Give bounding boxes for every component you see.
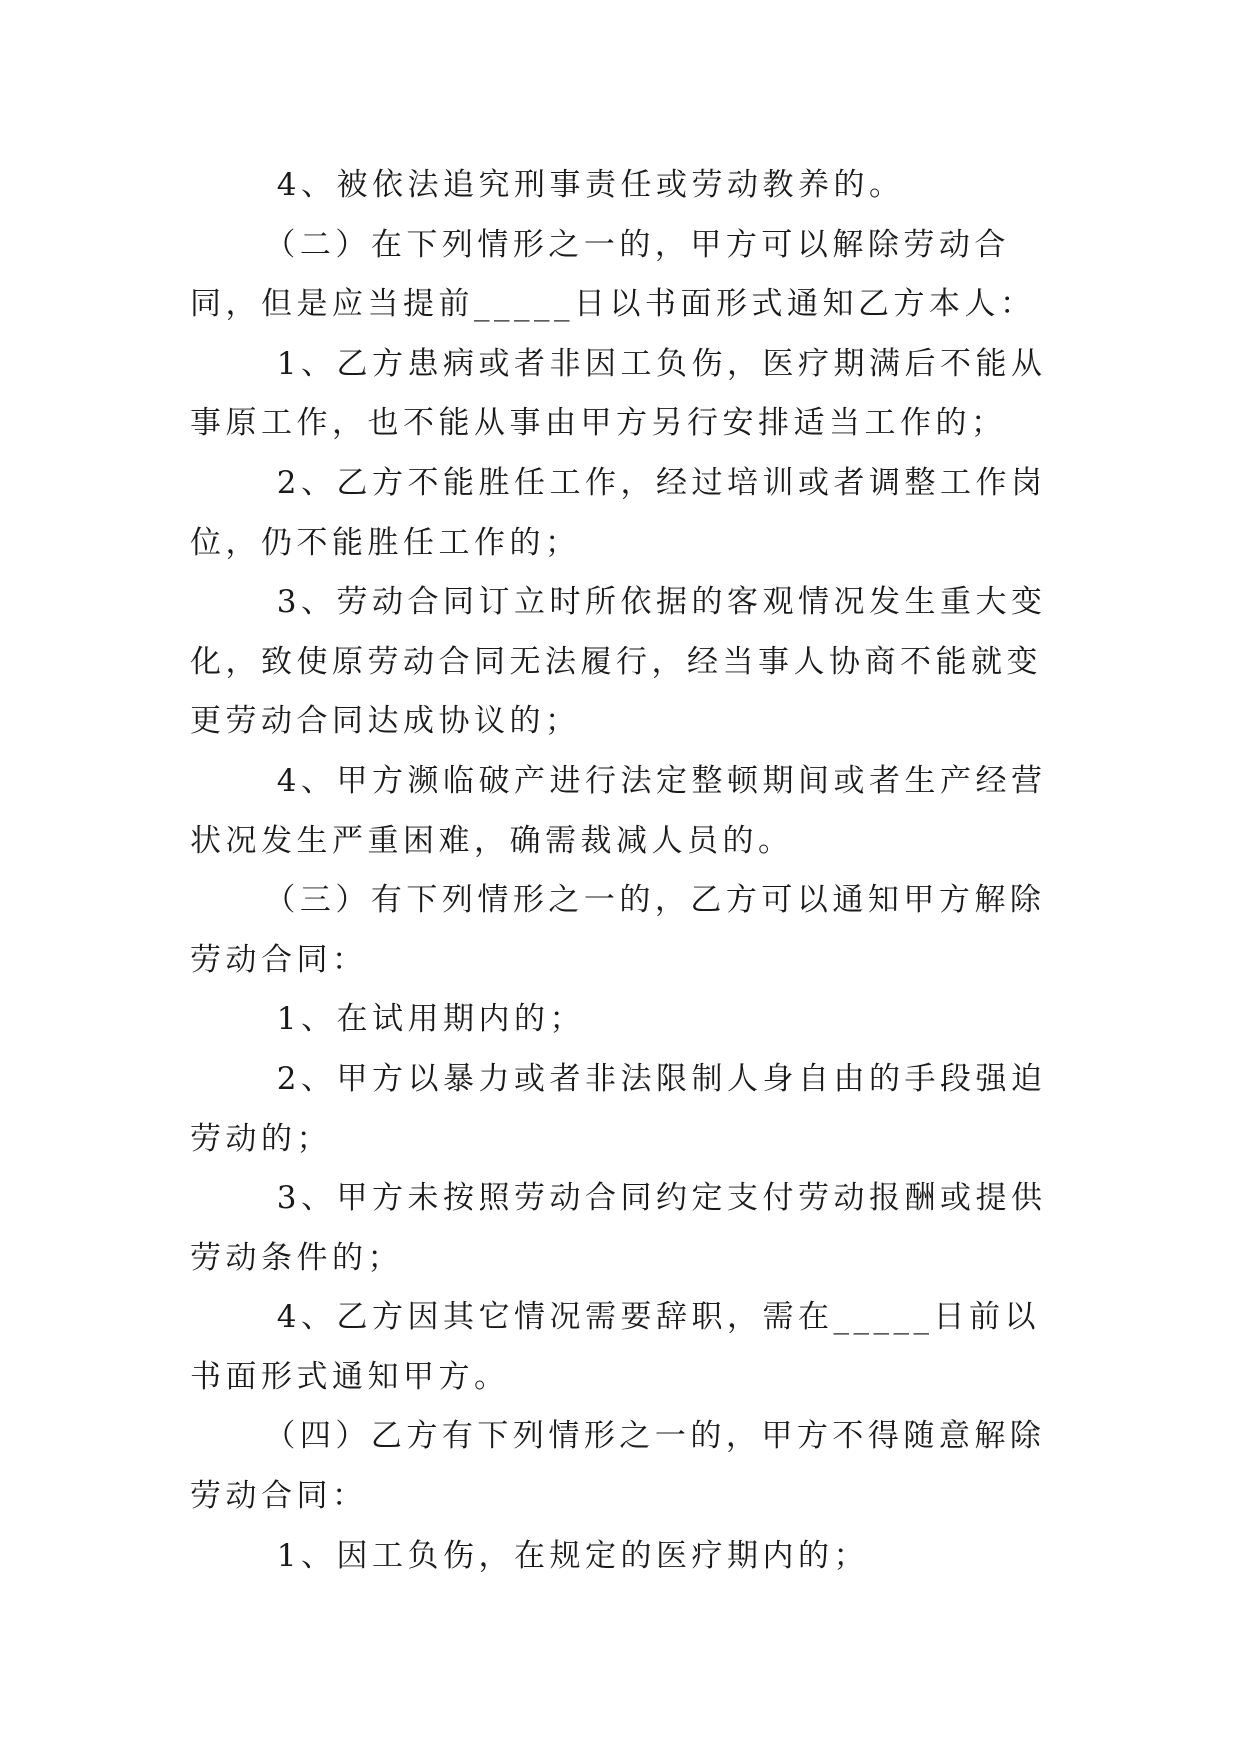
clause-paragraph: 4、乙方因其它情况需要辞职，需在_____日前以书面形式通知甲方。 [190,1299,1041,1395]
clause-paragraph: 2、甲方以暴力或者非法限制人身自由的手段强迫劳动的； [190,1060,1047,1157]
clause-paragraph: 4、被依法追究刑事责任或劳动教养的。 [276,167,905,203]
document-body [190,156,1050,1586]
clause-paragraph: 2、乙方不能胜任工作，经过培训或者调整工作岗位，仍不能胜任工作的； [190,464,1047,561]
clause-paragraph: 1、乙方患病或者非因工负伤，医疗期满后不能从事原工作，也不能从事由甲方另行安排适当工作的； [190,345,1047,442]
section-heading-paragraph: （三）有下列情形之一的，乙方可以通知甲方解除劳动合同： [190,882,1046,978]
section-heading-paragraph: （四）乙方有下列情形之一的，甲方不得随意解除劳动合同： [190,1418,1046,1515]
section-heading-paragraph: （二）在下列情形之一的，甲方可以解除劳动合同，但是应当提前_____日以书面形式通知乙方本人： [190,226,1036,323]
clause-paragraph: 3、甲方未按照劳动合同约定支付劳动报酬或提供劳动条件的； [190,1180,1047,1276]
clause-paragraph: 1、在试用期内的； [276,1001,586,1038]
clause-paragraph: 3、劳动合同订立时所依据的客观情况发生重大变化，致使原劳动合同无法履行，经当事人协商不能就变更劳动合同达成协议的； [190,584,1047,740]
clause-paragraph: 1、因工负伤，在规定的医疗期内的； [276,1537,870,1574]
clause-paragraph: 4、甲方濒临破产进行法定整顿期间或者生产经营状况发生严重困难，确需裁减人员的。 [190,762,1047,859]
